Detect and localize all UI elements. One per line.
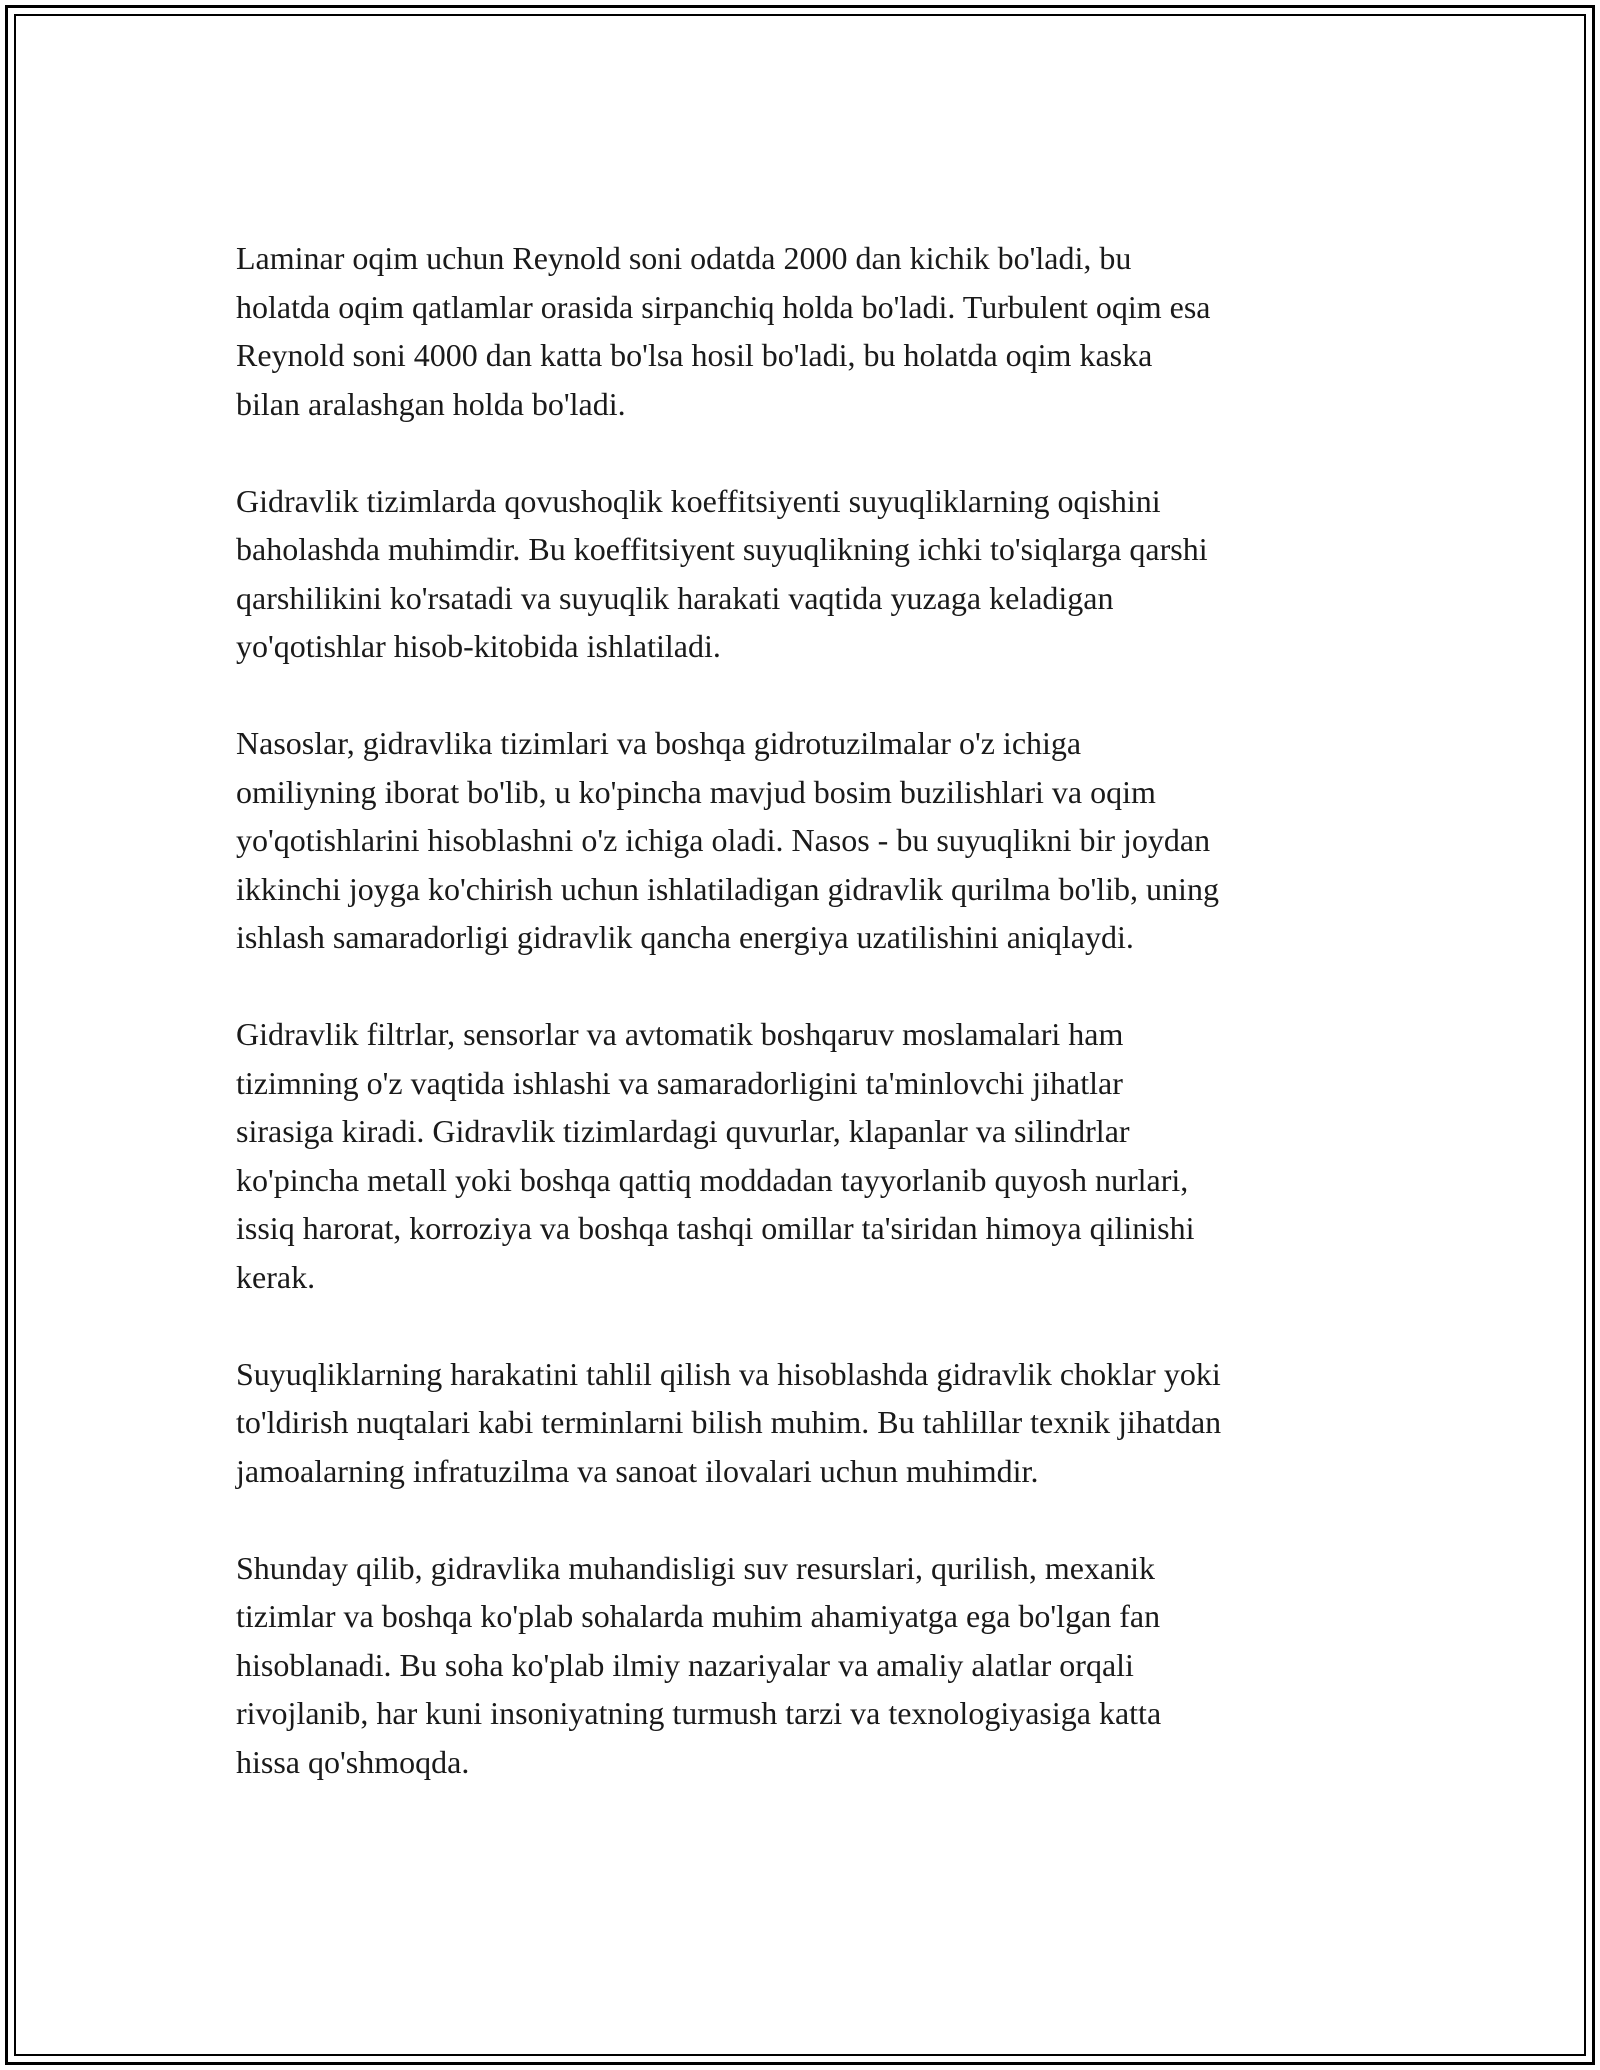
paragraph-viscosity-coefficient: Gidravlik tizimlarda qovushoqlik koeffitsiyenti suyuqliklarning oqishini baholashda muhimdir. Bu koeffitsiyent suyuqlikning ichki to'siqlarga qarshi qarshilikini ko'rsatadi va suyuqlik harakati vaqtida yuzaga keladigan yo'qotishlar hisob-kitobida ishlatiladi.	[236, 482, 1208, 664]
paragraph-pumps: Nasoslar, gidravlika tizimlari va boshqa gidrotuzilmalar o'z ichiga omiliyning iborat bo'lib, u ko'pincha mavjud bosim buzilishlari va oqim yo'qotishlarini hisoblashni o'z ichiga oladi. Nasos - bu suyuqlikni bir joydan ikkinchi joyga ko'chirish uchun ishlatiladigan gidravlik qurilma bo'lib, uning ishlash samaradorligi gidravlik qancha energiya uzatilishini aniqlaydi.	[236, 725, 1219, 955]
document-body	[236, 234, 1376, 1835]
paragraph-conclusion: Shunday qilib, gidravlika muhandisligi suv resurslari, qurilish, mexanik tizimlar va boshqa ko'plab sohalarda muhim ahamiyatga ega bo'lgan fan hisoblanadi. Bu soha ko'plab ilmiy nazariyalar va amaliy alatlar orqali rivojlanib, har kuni insoniyatning turmush tarzi va texnologiyasiga katta hissa qo'shmoqda.	[236, 1549, 1162, 1780]
paragraph-filters-sensors: Gidravlik filtrlar, sensorlar va avtomatik boshqaruv moslamalari ham tizimning o'z vaqtida ishlashi va samaradorligini ta'minlovchi jihatlar sirasiga kiradi. Gidravlik tizimlardagi quvurlar, klapanlar va silindrlar ko'pincha metall yoki boshqa qattiq moddadan tayyorlanib quyosh nurlari, issiq harorat, korroziya va boshqa tashqi omillar ta'siridan himoya qilinishi kerak.	[236, 1016, 1195, 1295]
paragraph-reynolds-number: Laminar oqim uchun Reynold soni odatda 2000 dan kichik bo'ladi, bu holatda oqim qatlamlar orasida sirpanchiq holda bo'ladi. Turbulent oqim esa Reynold soni 4000 dan katta bo'lsa hosil bo'ladi, bu holatda oqim kaska bilan aralashgan holda bo'ladi.	[236, 240, 1211, 422]
paragraph-flow-analysis: Suyuqliklarning harakatini tahlil qilish va hisoblashda gidravlik choklar yoki to'ldirish nuqtalari kabi terminlarni bilish muhim. Bu tahlillar texnik jihatdan jamoalarning infratuzilma va sanoat ilovalari uchun muhimdir.	[236, 1355, 1222, 1489]
